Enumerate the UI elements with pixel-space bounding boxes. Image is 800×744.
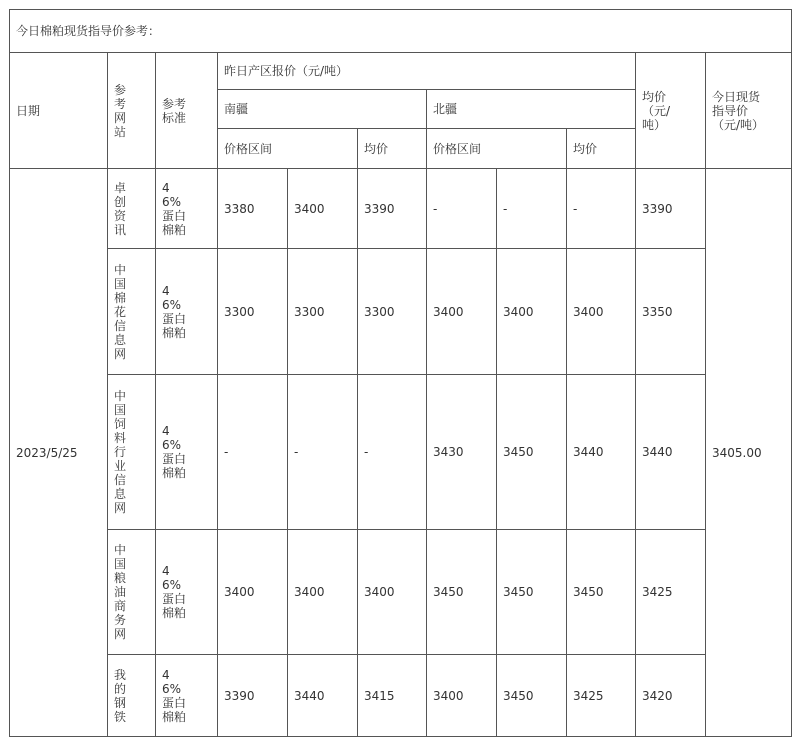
avg-cell: 3390 — [636, 169, 706, 249]
standard-cell: 46%蛋白棉粕 — [156, 375, 218, 530]
south-low-cell: 3300 — [218, 249, 288, 375]
site-cell: 我的钢铁 — [108, 655, 156, 737]
north-avg-cell: 3425 — [567, 655, 636, 737]
header-region-south: 南疆 — [218, 90, 427, 129]
header-site: 参考网站 — [108, 53, 156, 169]
south-high-cell: 3300 — [288, 249, 358, 375]
site-cell: 中国饲料行业信息网 — [108, 375, 156, 530]
site-cell: 中国棉花信息网 — [108, 249, 156, 375]
table-row — [10, 375, 792, 530]
avg-cell: 3350 — [636, 249, 706, 375]
table-row — [10, 249, 792, 375]
standard-cell: 46%蛋白棉粕 — [156, 530, 218, 655]
header-yesterday-quote: 昨日产区报价（元/吨） — [218, 53, 636, 90]
south-avg-cell: - — [358, 375, 427, 530]
header-standard: 参考标准 — [156, 53, 218, 169]
north-high-cell: 3400 — [497, 249, 567, 375]
south-low-cell: 3400 — [218, 530, 288, 655]
avg-cell: 3420 — [636, 655, 706, 737]
south-avg-cell: 3300 — [358, 249, 427, 375]
south-avg-cell: 3415 — [358, 655, 427, 737]
south-high-cell: 3400 — [288, 169, 358, 249]
price-table — [9, 9, 792, 737]
south-low-cell: - — [218, 375, 288, 530]
north-low-cell: - — [427, 169, 497, 249]
south-high-cell: 3400 — [288, 530, 358, 655]
north-low-cell: 3400 — [427, 249, 497, 375]
north-avg-cell: 3450 — [567, 530, 636, 655]
north-high-cell: 3450 — [497, 530, 567, 655]
standard-cell: 46%蛋白棉粕 — [156, 249, 218, 375]
north-high-cell: 3450 — [497, 375, 567, 530]
header-today-guide: 今日现货指导价（元/吨） — [706, 53, 792, 169]
today-price-cell: 3405.00 — [706, 169, 792, 737]
south-high-cell: - — [288, 375, 358, 530]
north-high-cell: - — [497, 169, 567, 249]
header-north-range: 价格区间 — [427, 129, 567, 169]
north-avg-cell: 3400 — [567, 249, 636, 375]
north-low-cell: 3450 — [427, 530, 497, 655]
south-low-cell: 3390 — [218, 655, 288, 737]
header-avg: 均价（元/吨） — [636, 53, 706, 169]
north-high-cell: 3450 — [497, 655, 567, 737]
header-south-range: 价格区间 — [218, 129, 358, 169]
table-row — [10, 655, 792, 737]
north-avg-cell: 3440 — [567, 375, 636, 530]
table-row — [10, 169, 792, 249]
table-row — [10, 530, 792, 655]
date-cell: 2023/5/25 — [10, 169, 108, 737]
north-avg-cell: - — [567, 169, 636, 249]
south-low-cell: 3380 — [218, 169, 288, 249]
header-region-north: 北疆 — [427, 90, 636, 129]
header-south-avg: 均价 — [358, 129, 427, 169]
site-cell: 中国粮油商务网 — [108, 530, 156, 655]
north-low-cell: 3400 — [427, 655, 497, 737]
header-north-avg: 均价 — [567, 129, 636, 169]
north-low-cell: 3430 — [427, 375, 497, 530]
south-avg-cell: 3400 — [358, 530, 427, 655]
site-cell: 卓创资讯 — [108, 169, 156, 249]
header-date: 日期 — [10, 53, 108, 169]
south-high-cell: 3440 — [288, 655, 358, 737]
avg-cell: 3425 — [636, 530, 706, 655]
table-title: 今日棉粕现货指导价参考： — [10, 10, 792, 53]
standard-cell: 46%蛋白棉粕 — [156, 169, 218, 249]
avg-cell: 3440 — [636, 375, 706, 530]
standard-cell: 46%蛋白棉粕 — [156, 655, 218, 737]
south-avg-cell: 3390 — [358, 169, 427, 249]
